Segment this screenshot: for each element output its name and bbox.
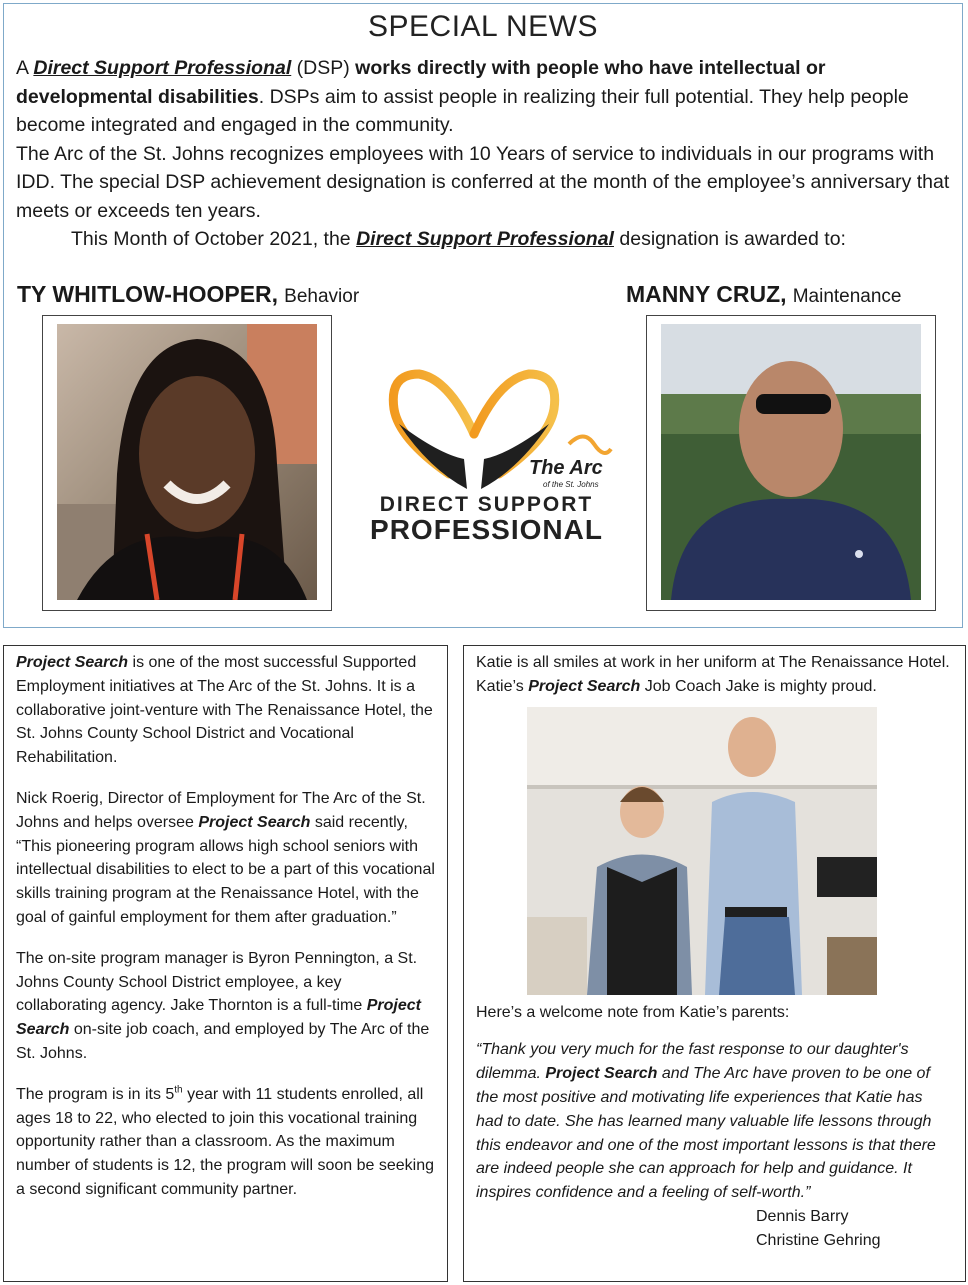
article-paragraph-2: Nick Roerig, Director of Employment for The Arc of the St. Johns and helps oversee Project Search said recently, “This pioneering program allows high school seniors with intellectual disabilities to elect to be a part of this vocational skills training program at the Renaissance Hotel, with the goal of gainful employment for them after graduation.”	[16, 789, 435, 926]
arc-brand: The Arc	[529, 457, 603, 479]
katie-photo	[527, 707, 877, 995]
honoree-2-photo-frame	[646, 315, 936, 611]
dsp-term: Direct Support Professional	[33, 57, 292, 79]
parents-quote: “Thank you very much for the fast response to our daughter's dilemma. Project Search and The Arc have proven to be one of the most positive and motivating life experiences that Katie has had to date. She has learned many valuable life lessons through this endeavor and one of the most important lessons is that there are indeed people she can approach for help and guidance. It inspires confidence and a feeling of self-worth.”	[476, 1041, 936, 1202]
intro-paragraph-2: The Arc of the St. Johns recognizes employees with 10 Years of service to individuals in our programs with IDD. The special DSP achievement designation is conferred at the month of the employee’s anniversary that meets or exceeds ten years.	[16, 142, 950, 222]
portrait-image	[57, 324, 317, 600]
honoree-1-name: TY WHITLOW-HOOPER, Behavior	[17, 281, 360, 307]
intro-text	[16, 54, 950, 254]
article-paragraph-4: The program is in its 5th year with 11 students enrolled, all ages 18 to 22, who elected to join this vocational training opportunity rather than a classroom. As the maximum number of students is 12, the program will soon be seeking a second significant community partner.	[16, 1084, 435, 1198]
logo-line-2: PROFESSIONAL	[370, 514, 603, 545]
katie-article	[463, 645, 966, 1282]
note-intro: Here’s a welcome note from Katie’s parents:	[476, 1003, 790, 1021]
special-news-section	[3, 3, 963, 628]
signer-2: Christine Gehring	[756, 1231, 881, 1249]
honoree-2-name: MANNY CRUZ, Maintenance	[626, 281, 902, 307]
article-paragraph-3: The on-site program manager is Byron Pennington, a St. Johns County School District employee, a key collaborating agency. Jake Thornton is a full-time Project Search on-site job coach, and employed by The Arc of the St. Johns.	[16, 949, 430, 1062]
arc-brand-sub: of the St. Johns	[543, 480, 599, 489]
dsp-term: Direct Support Professional	[356, 228, 614, 250]
hand-left-icon	[399, 424, 467, 489]
intro-paragraph-1: A Direct Support Professional (DSP) works directly with people who have intellectual or developmental disabilities. DSPs aim to assist people in realizing their full potential. They help people become integrated and engaged in the community.	[16, 57, 909, 136]
honoree-1-photo	[57, 324, 317, 600]
signer-1: Dennis Barry	[756, 1207, 849, 1225]
honoree-1-photo-frame	[42, 315, 332, 611]
project-search-article	[3, 645, 448, 1282]
intro-paragraph-3: This Month of October 2021, the Direct Support Professional designation is awarded to:	[71, 228, 846, 250]
article-paragraph-1: Project Search is one of the most successful Supported Employment initiatives at The Arc of the St. Johns. It is a collaborative joint-venture with The Renaissance Hotel, the St. Johns County School District and Vocational Rehabilitation.	[16, 654, 433, 767]
portrait-image	[661, 324, 921, 600]
page-title: SPECIAL NEWS	[368, 10, 598, 43]
photo-caption: Katie is all smiles at work in her uniform at The Renaissance Hotel. Katie’s Project Search Job Coach Jake is mighty proud.	[476, 654, 950, 695]
honoree-2-photo	[661, 324, 921, 600]
workplace-photo	[527, 707, 877, 995]
logo-line-1: DIRECT SUPPORT	[379, 493, 594, 516]
